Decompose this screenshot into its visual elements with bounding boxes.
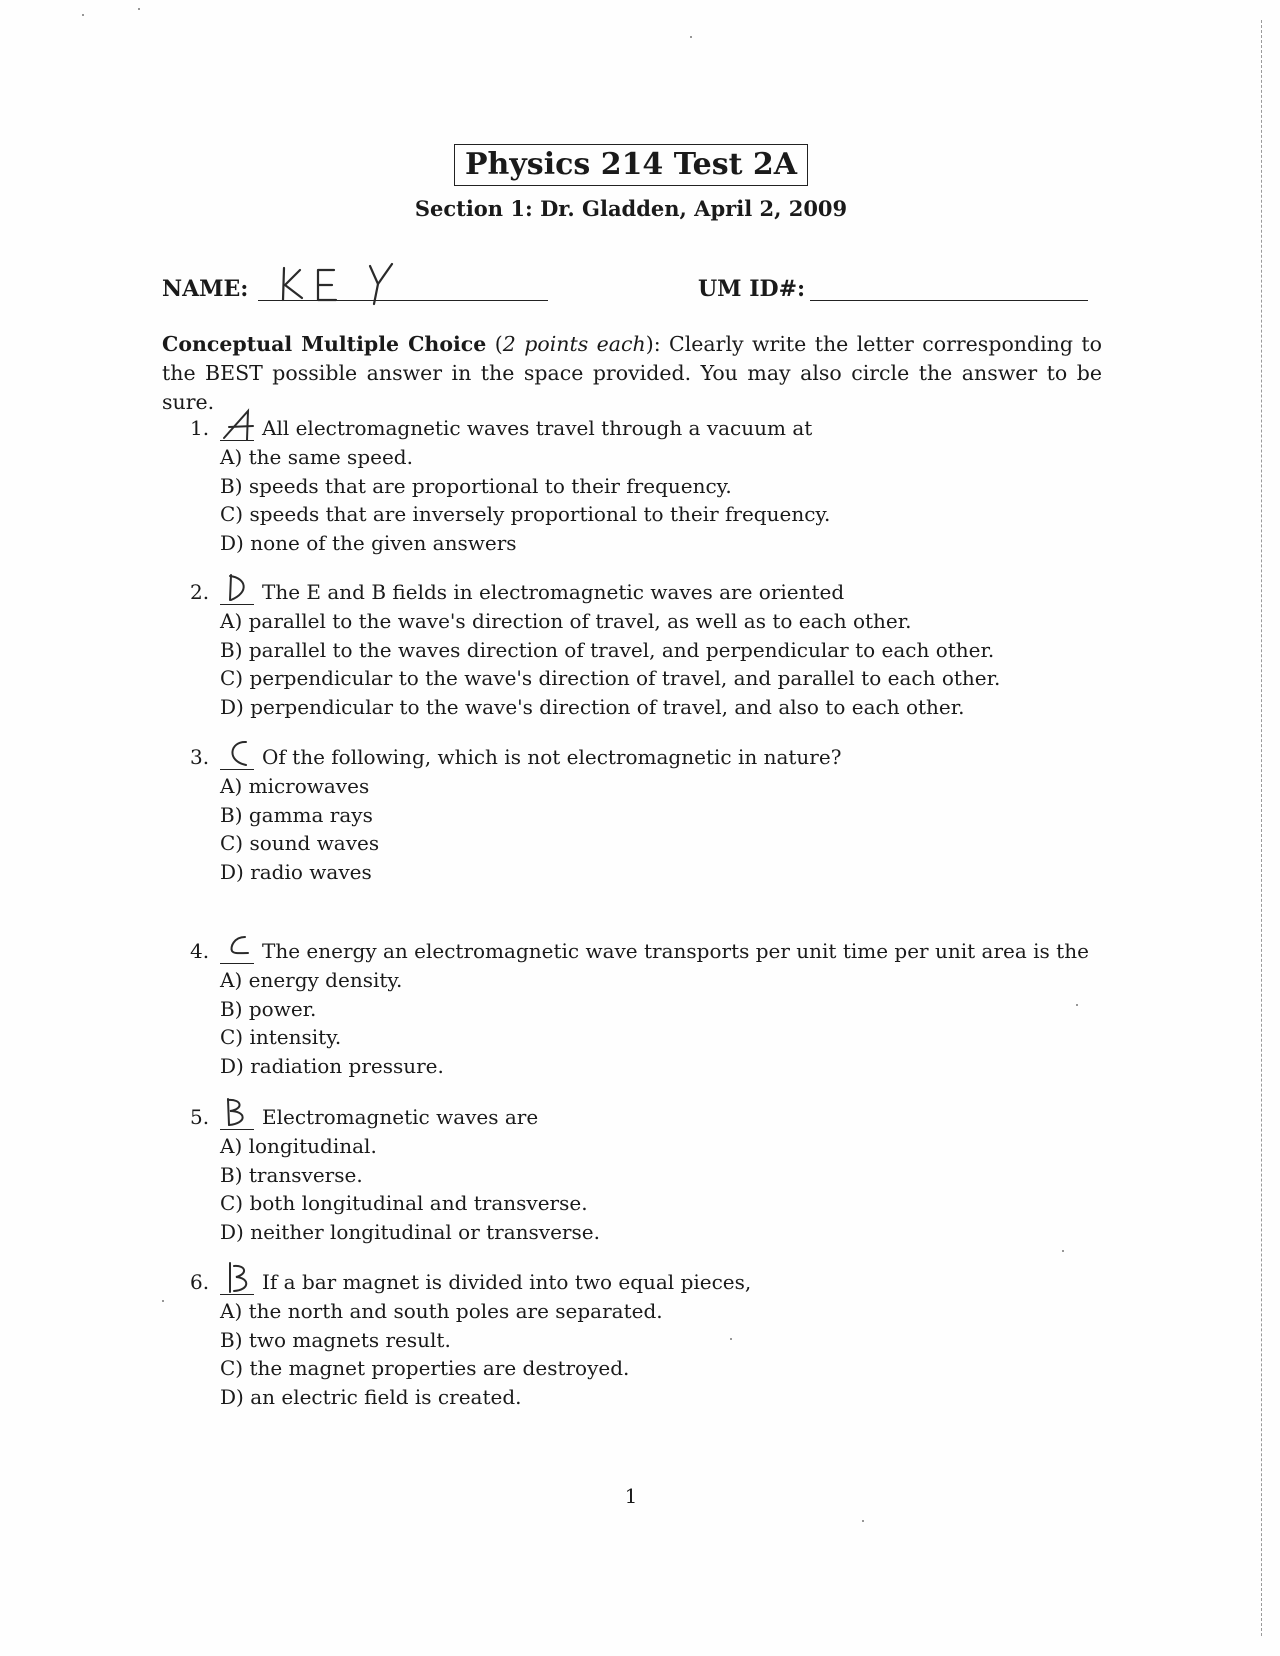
option-c: C) speeds that are inversely proportional to their frequency. — [220, 502, 831, 526]
instructions-heading: Conceptual Multiple Choice — [162, 332, 487, 356]
question-2 — [190, 578, 1120, 721]
option-c: C) both longitudinal and transverse. — [220, 1191, 588, 1215]
option-d: D) none of the given answers — [220, 530, 517, 555]
handwritten-answer-d — [220, 572, 256, 606]
question-3 — [190, 743, 1120, 886]
option-d: D) radiation pressure. — [220, 1053, 444, 1078]
option-b: B) transverse. — [220, 1162, 363, 1187]
question-prompt: The E and B fields in electromagnetic waves are oriented — [262, 580, 845, 604]
scan-speck — [730, 1338, 732, 1340]
question-number: 2. — [190, 580, 210, 604]
instructions-points: 2 points each — [502, 332, 646, 356]
scan-edge-line — [1261, 20, 1262, 1636]
option-b: B) speeds that are proportional to their frequency. — [220, 473, 732, 498]
option-a: A) energy density. — [220, 968, 403, 992]
option-d: D) an electric field is created. — [220, 1384, 522, 1409]
exam-subtitle: Section 1: Dr. Gladden, April 2, 2009 — [414, 196, 848, 221]
option-b: B) parallel to the waves direction of travel, and perpendicular to each other. — [220, 637, 995, 662]
handwritten-answer-b — [220, 1262, 256, 1296]
option-d: D) perpendicular to the wave's direction of travel, and also to each other. — [220, 694, 965, 719]
exam-title: Physics 214 Test 2A — [454, 144, 808, 186]
question-prompt: If a bar magnet is divided into two equal pieces, — [262, 1270, 752, 1294]
question-6 — [190, 1268, 1120, 1411]
scan-speck — [138, 8, 140, 10]
handwritten-key — [274, 260, 414, 308]
instructions-close-paren: ): — [645, 332, 670, 356]
question-prompt: All electromagnetic waves travel through a vacuum at — [262, 416, 813, 440]
option-a: A) longitudinal. — [220, 1134, 377, 1158]
handwritten-answer-c — [220, 931, 256, 965]
option-a: A) parallel to the wave's direction of travel, as well as to each other. — [220, 609, 912, 633]
option-c: C) intensity. — [220, 1025, 342, 1049]
option-c: C) sound waves — [220, 831, 380, 855]
scan-speck — [1076, 1004, 1078, 1006]
instructions — [162, 330, 1102, 417]
handwritten-answer-b — [220, 1097, 256, 1131]
name-label: NAME: — [162, 276, 249, 302]
question-5 — [190, 1103, 1120, 1246]
instructions-open-paren: ( — [486, 332, 503, 356]
question-prompt: The energy an electromagnetic wave transports per unit time per unit area is the — [262, 939, 1089, 963]
handwritten-answer-c — [220, 737, 256, 771]
instructions-text: Clearly write the letter corresponding to the BEST possible answer in the space provided. You may also circle the answer to be sure. — [162, 332, 1103, 414]
question-1 — [190, 414, 1120, 557]
page-number: 1 — [624, 1484, 638, 1508]
question-number: 1. — [190, 416, 210, 440]
option-d: D) neither longitudinal or transverse. — [220, 1219, 600, 1244]
scan-speck — [162, 1300, 164, 1302]
handwritten-answer-a — [220, 408, 256, 442]
question-prompt: Electromagnetic waves are — [262, 1105, 539, 1129]
question-number: 6. — [190, 1270, 210, 1294]
scan-speck — [862, 1520, 864, 1522]
option-b: B) power. — [220, 996, 317, 1021]
scan-speck — [82, 14, 84, 16]
option-b: B) two magnets result. — [220, 1327, 451, 1352]
option-a: A) the same speed. — [220, 445, 413, 469]
question-number: 4. — [190, 939, 210, 963]
question-number: 3. — [190, 745, 210, 769]
option-a: A) microwaves — [220, 774, 370, 798]
question-number: 5. — [190, 1105, 210, 1129]
um-id-label: UM ID#: — [698, 276, 806, 302]
option-a: A) the north and south poles are separated. — [220, 1299, 663, 1323]
question-prompt: Of the following, which is not electromagnetic in nature? — [262, 745, 842, 769]
um-id-field-line — [810, 300, 1088, 301]
scan-speck — [690, 36, 692, 38]
scan-speck — [1062, 1250, 1064, 1252]
option-c: C) perpendicular to the wave's direction of travel, and parallel to each other. — [220, 666, 1001, 690]
option-b: B) gamma rays — [220, 802, 373, 827]
option-d: D) radio waves — [220, 859, 372, 884]
option-c: C) the magnet properties are destroyed. — [220, 1356, 630, 1380]
question-4 — [190, 937, 1120, 1080]
